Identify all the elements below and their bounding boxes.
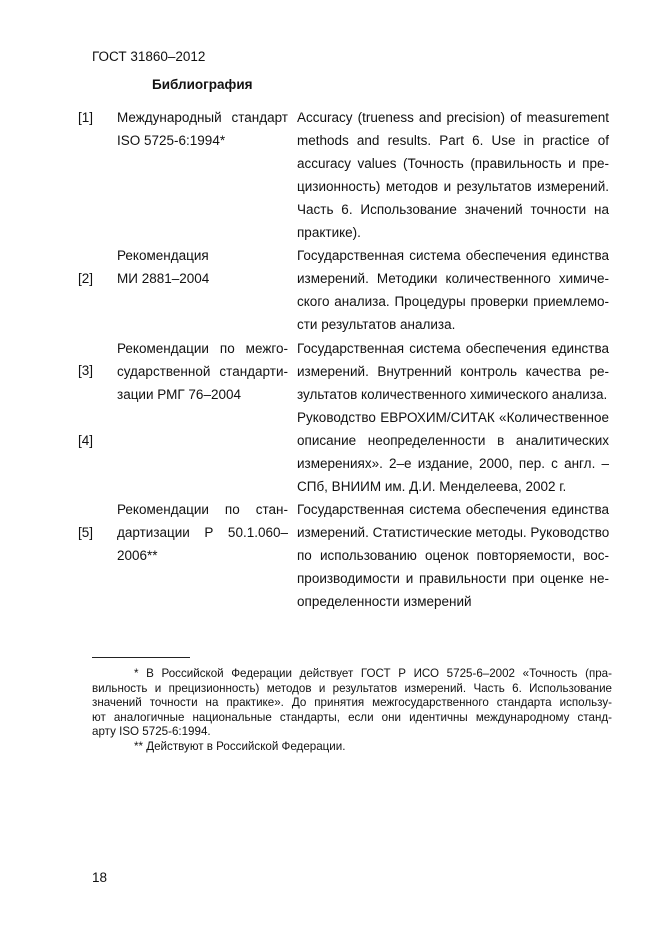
source-line: Рекомендации по стан- <box>117 502 288 517</box>
desc-line: Часть 6. Использование значений точности на <box>297 202 609 218</box>
footnote-line: арту ISO 5725-6:1994. <box>92 725 211 739</box>
desc-line: зультатов количественного химического анализа. <box>297 387 608 403</box>
page-number: 18 <box>92 870 108 885</box>
entry-description <box>297 106 609 245</box>
footnote-line: * В Российской Федерации действует ГОСТ Р ИСО 5725-6–2002 «Точность (пра- <box>134 667 612 680</box>
desc-line: Руководство ЕВРОХИМ/СИТАК «Количественное <box>297 410 609 425</box>
entry-number: [4] <box>78 433 94 448</box>
desc-line: по использованию оценок повторяемости, вос- <box>297 548 609 564</box>
footnote-line: ют аналогичные национальные стандарты, если они идентичны международному станд- <box>92 710 612 724</box>
entry-source <box>117 498 288 567</box>
entry-description <box>297 244 609 336</box>
desc-line: цизионность) методов и результатов измерений. <box>297 179 609 195</box>
source-line: сударственной стандарти- <box>117 364 288 380</box>
desc-line: измерений. Статистические методы. Руководство <box>297 525 610 541</box>
source-line: ISO 5725-6:1994* <box>117 133 226 149</box>
footnote-line: значений точности на практике». До принятия межгосударственного стандарта использу- <box>92 696 612 710</box>
footnote-line: ** Действуют в Российской Федерации. <box>134 739 346 753</box>
footnotes <box>92 667 612 755</box>
entry-number: [3] <box>78 363 94 378</box>
source-line: Рекомендации по межго- <box>117 341 288 356</box>
document-code: ГОСТ 31860–2012 <box>92 49 206 64</box>
desc-line: accuracy values (Точность (правильность и пре- <box>297 156 609 172</box>
desc-line: производимости и правильности при оценке не- <box>297 571 609 587</box>
desc-line: Государственная система обеспечения единства <box>297 248 609 263</box>
desc-line: сти результатов анализа. <box>297 317 456 333</box>
entry-description <box>297 498 609 613</box>
source-line: МИ 2881–2004 <box>117 271 210 287</box>
desc-line: измерений. Методики количественного химиче- <box>297 271 609 287</box>
desc-line: methods and results. Part 6. Use in practice of <box>297 133 609 149</box>
section-title: Библиография <box>152 77 253 92</box>
desc-line: Государственная система обеспечения единства <box>297 341 609 356</box>
source-line: Рекомендация <box>117 248 209 263</box>
entry-number: [5] <box>78 525 94 540</box>
entry-description <box>297 406 609 498</box>
entry-source <box>117 106 288 152</box>
entry-number: [1] <box>78 110 94 125</box>
desc-line: ского анализа. Процедуры проверки приемлемо- <box>297 294 609 310</box>
desc-line: СПб, ВНИИМ им. Д.И. Менделеева, 2002 г. <box>297 479 567 495</box>
desc-line: Accuracy (trueness and precision) of measurement <box>297 110 609 125</box>
desc-line: практике). <box>297 225 361 241</box>
entry-source <box>117 244 288 290</box>
source-line: зации РМГ 76–2004 <box>117 387 241 403</box>
source-line: Международный стандарт <box>117 110 288 125</box>
footnote-divider <box>92 657 190 658</box>
source-line: 2006** <box>117 548 158 564</box>
entry-description <box>297 337 609 406</box>
entry-number: [2] <box>78 271 94 286</box>
entry-source <box>117 337 288 406</box>
desc-line: определенности измерений <box>297 594 472 610</box>
desc-line: измерениях». 2–е издание, 2000, пер. с англ. – <box>297 456 609 472</box>
desc-line: Государственная система обеспечения единства <box>297 502 609 517</box>
source-line: дартизации Р 50.1.060– <box>117 525 288 541</box>
desc-line: измерений. Внутренний контроль качества ре- <box>297 364 609 380</box>
desc-line: описание неопределенности в аналитических <box>297 433 609 449</box>
footnote-line: вильность и прецизионность) методов и результатов измерений. Часть 6. Использование <box>92 681 612 695</box>
